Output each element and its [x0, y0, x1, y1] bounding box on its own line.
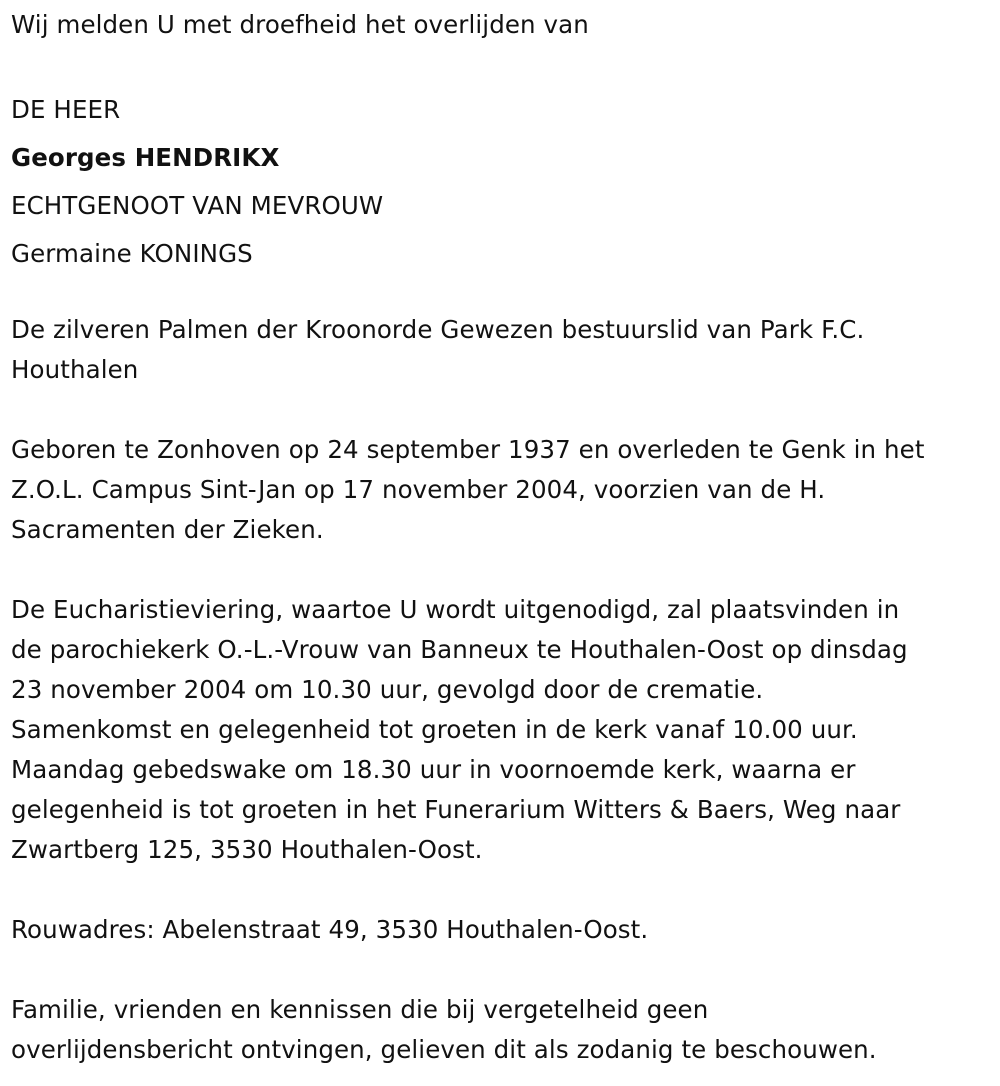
birth-death-line: Geboren te Zonhoven op 24 september 1937 en overleden te Genk in het	[11, 435, 925, 464]
mourning-address-paragraph	[11, 910, 648, 950]
birth-death-paragraph	[11, 430, 925, 550]
deceased-block	[11, 86, 383, 278]
spouse-label: ECHTGENOOT VAN MEVROUW	[11, 191, 384, 220]
service-line: Zwartberg 125, 3530 Houthalen-Oost.	[11, 835, 483, 864]
family-paragraph	[11, 990, 877, 1070]
service-line: Maandag gebedswake om 18.30 uur in voornoemde kerk, waarna er	[11, 755, 856, 784]
intro-text: Wij melden U met droefheid het overlijden van	[11, 10, 589, 39]
spouse-name: Germaine KONINGS	[11, 239, 253, 268]
honorific: DE HEER	[11, 95, 121, 124]
honors-line: De zilveren Palmen der Kroonorde Gewezen bestuurslid van Park F.C.	[11, 315, 865, 344]
deceased-name: Georges HENDRIKX	[11, 143, 280, 172]
mourning-address: Rouwadres: Abelenstraat 49, 3530 Houthalen-Oost.	[11, 915, 649, 944]
service-line: 23 november 2004 om 10.30 uur, gevolgd door de crematie.	[11, 675, 764, 704]
honors-paragraph	[11, 310, 864, 390]
service-line: De Eucharistieviering, waartoe U wordt uitgenodigd, zal plaatsvinden in	[11, 595, 900, 624]
service-line: Samenkomst en gelegenheid tot groeten in de kerk vanaf 10.00 uur.	[11, 715, 858, 744]
birth-death-line: Z.O.L. Campus Sint-Jan op 17 november 2004, voorzien van de H.	[11, 475, 826, 504]
family-line: overlijdensbericht ontvingen, gelieven dit als zodanig te beschouwen.	[11, 1035, 877, 1064]
service-paragraph	[11, 590, 908, 870]
service-line: de parochiekerk O.-L.-Vrouw van Banneux te Houthalen-Oost op dinsdag	[11, 635, 908, 664]
birth-death-line: Sacramenten der Zieken.	[11, 515, 324, 544]
honors-line: Houthalen	[11, 355, 139, 384]
service-line: gelegenheid is tot groeten in het Funerarium Witters & Baers, Weg naar	[11, 795, 901, 824]
family-line: Familie, vrienden en kennissen die bij vergetelheid geen	[11, 995, 709, 1024]
